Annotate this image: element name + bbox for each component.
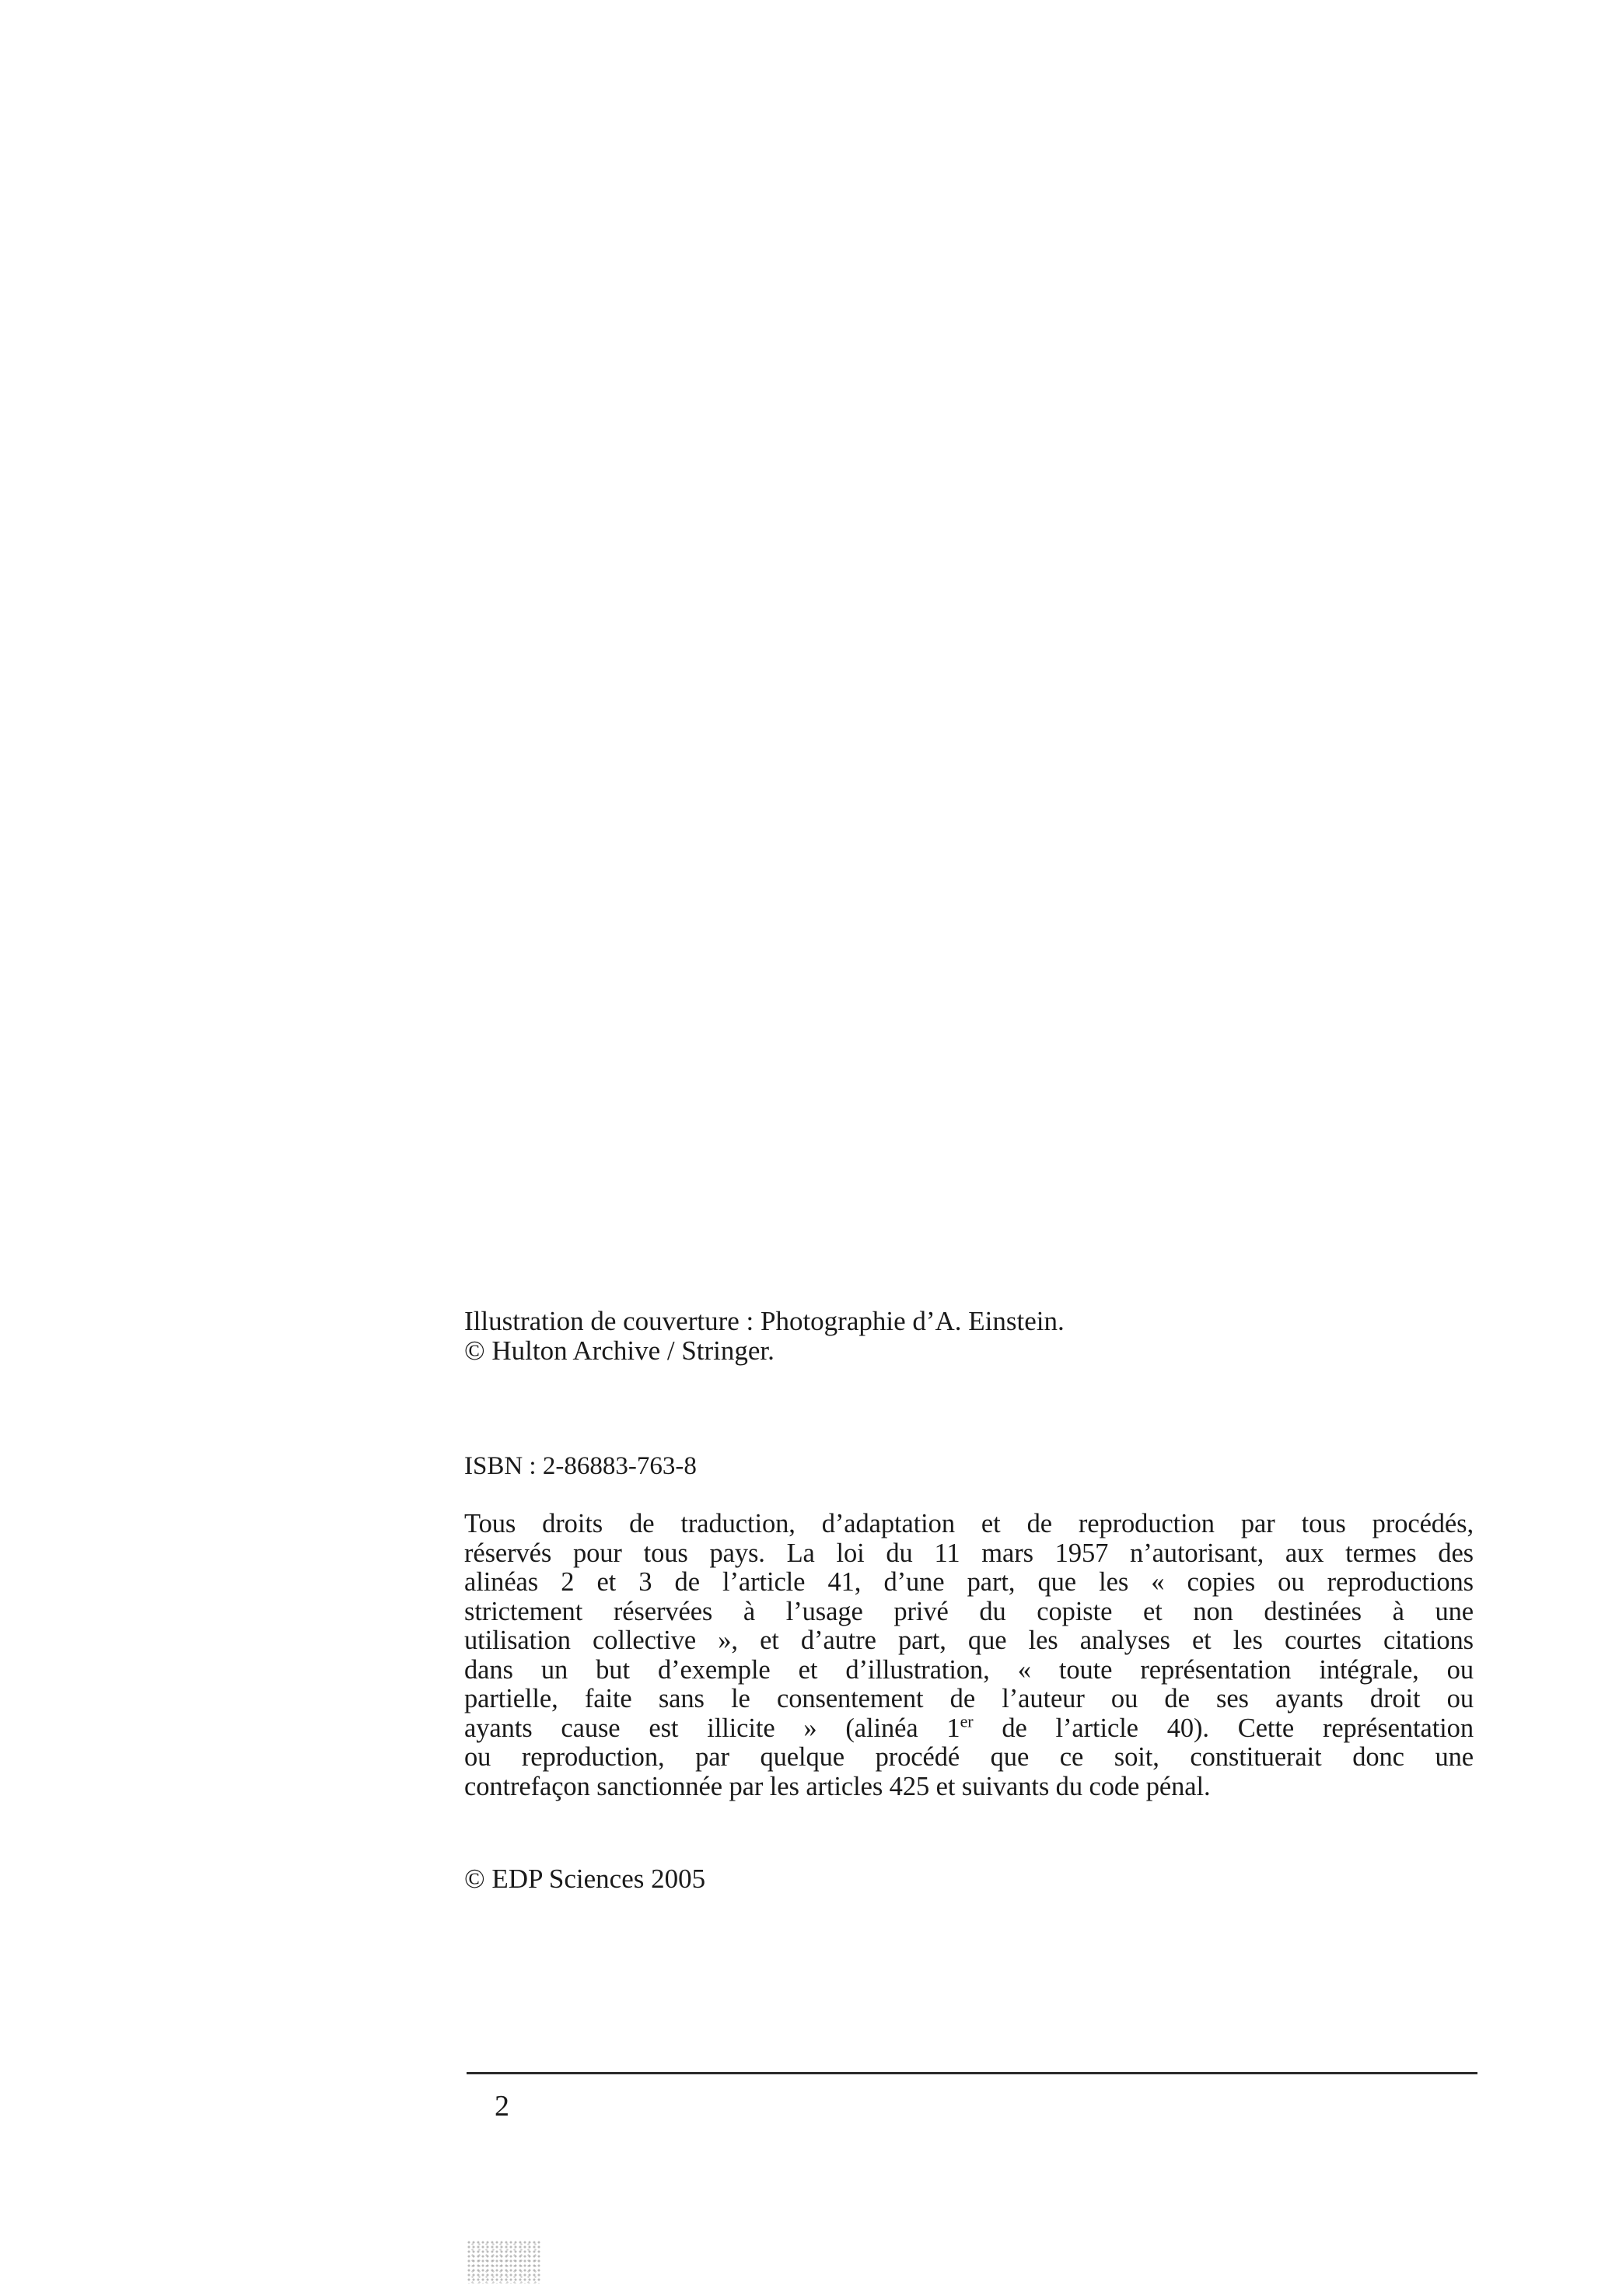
legal-line: utilisation collective », et d’autre part, que les analyses et les courtes citations [464,1626,1474,1655]
photo-copyright-line: © Hulton Archive / Stringer. [464,1335,775,1366]
legal-text-fragment: ayants cause est illicite » (alinéa 1 [464,1713,960,1743]
superscript-er: er [960,1711,974,1731]
legal-text-fragment: de l’article 40). Cette représentation [973,1713,1474,1743]
legal-line: strictement réservées à l’usage privé du copiste et non destinées à une [464,1596,1474,1626]
publisher-copyright: © EDP Sciences 2005 [464,1864,706,1894]
page-number: 2 [495,2090,509,2123]
legal-line [464,1711,1474,1744]
cover-illustration-credit [464,1307,1474,1365]
isbn-line: ISBN : 2-86883-763-8 [464,1452,697,1480]
legal-line: Tous droits de traduction, d’adaptation et de reproduction par tous procédés, [464,1509,1474,1538]
legal-line: contrefaçon sanctionnée par les articles 425 et suivants du code pénal. [464,1771,1211,1801]
cover-credit-line: Illustration de couverture : Photographie d’A. Einstein. [464,1306,1065,1336]
legal-notice-paragraph [464,1510,1474,1801]
footer-rule [467,2072,1477,2074]
legal-line: ou reproduction, par quelque procédé que ce soit, constituerait donc une [464,1742,1474,1772]
legal-line: dans un but d’exemple et d’illustration, « toute représentation intégrale, ou [464,1654,1474,1685]
legal-line: réservés pour tous pays. La loi du 11 mars 1957 n’autorisant, aux termes des [464,1538,1474,1568]
scan-dot-pattern [467,2240,541,2284]
legal-line: partielle, faite sans le consentement de l’auteur ou de ses ayants droit ou [464,1684,1474,1713]
legal-line: alinéas 2 et 3 de l’article 41, d’une part, que les « copies ou reproductions [464,1567,1474,1597]
